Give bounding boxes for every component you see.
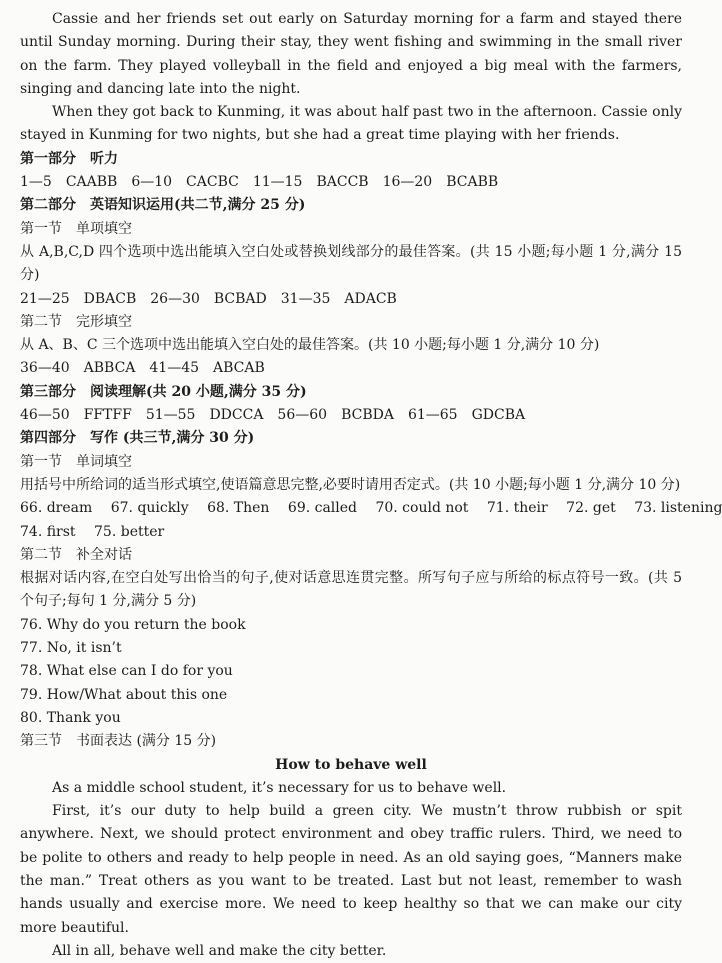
part4-section1-title: 第一节 单词填空	[20, 453, 132, 470]
essay-title: How to behave well	[275, 756, 427, 773]
word-fill-answer: 71. their	[486, 500, 548, 517]
word-fill-answers-line-1	[20, 497, 722, 520]
reading-paragraph-1: Cassie and her friends set out early on Saturday morning for a farm and stayed there until Sunday morning. During their stay, they went fishing and swimming in the small river on the farm. They played volleyball in the field and enjoyed a big meal with the farmers, singing and dancing late into the night.	[20, 11, 682, 97]
part4-section3-title: 第三节 书面表达 (满分 15 分)	[20, 733, 217, 750]
word-fill-answer: 67. quickly	[110, 500, 189, 517]
word-fill-answer: 72. get	[566, 500, 616, 517]
part2-section2-title: 第二节 完形填空	[20, 313, 132, 330]
word-fill-answers-line-2	[20, 521, 682, 544]
part2-section1-instructions: 从 A,B,C,D 四个选项中选出能填入空白处或替换划线部分的最佳答案。(共 15 小题;每小题 1 分,满分 15 分)	[20, 243, 682, 284]
part3-heading: 第三部分 阅读理解(共 20 小题,满分 35 分)	[20, 383, 307, 400]
reading-paragraph-2: When they got back to Kunming, it was about half past two in the afternoon. Cassie only stayed in Kunming for two nights, but she had a great time playing with her friends.	[20, 104, 682, 144]
part2-section2-answers: 36—40 ABBCA 41—45 ABCAB	[20, 360, 265, 377]
dialog-answer: 76. Why do you return the book	[20, 616, 246, 633]
part4-section2-title: 第二节 补全对话	[20, 546, 132, 563]
part2-section1-answers: 21—25 DBACB 26—30 BCBAD 31—35 ADACB	[20, 290, 397, 307]
part2-heading: 第二部分 英语知识运用(共二节,满分 25 分)	[20, 197, 306, 214]
essay-paragraph-2: First, it’s our duty to help build a green city. We mustn’t throw rubbish or spit anywhere. Next, we should protect environment and obey traffic rulers. Third, we need to be polite to others and ready to help people in need. As an old saying goes, “Manners make the man.” Treat others as you want to be treated. Last but not least, remember to wash hands usually and exercise more. We need to keep healthy so that we can make our city more beautiful.	[20, 803, 682, 936]
essay-paragraph-3: All in all, behave well and make the city better.	[52, 942, 387, 959]
word-fill-answer: 73. listening	[634, 500, 722, 517]
essay-paragraph-1: As a middle school student, it’s necessary for us to behave well.	[52, 779, 507, 796]
dialog-answer: 78. What else can I do for you	[20, 663, 233, 680]
word-fill-answer: 68. Then	[207, 500, 270, 517]
word-fill-answer: 66. dream	[20, 500, 93, 517]
word-fill-answer: 70. could not	[375, 500, 469, 517]
part4-section2-instructions: 根据对话内容,在空白处写出恰当的句子,使对话意思连贯完整。所写句子应与所给的标点符号一致。(共 5 个句子;每句 1 分,满分 5 分)	[20, 570, 682, 610]
part4-heading: 第四部分 写作 (共三节,满分 30 分)	[20, 430, 255, 447]
part2-section1-title: 第一节 单项填空	[20, 220, 132, 237]
dialog-answer: 77. No, it isn’t	[20, 640, 122, 657]
part1-answers: 1—5 CAABB 6—10 CACBC 11—15 BACCB 16—20 BCABB	[20, 174, 499, 191]
word-fill-answer: 69. called	[287, 500, 358, 517]
dialog-answer: 79. How/What about this one	[20, 686, 228, 703]
part1-heading: 第一部分 听力	[20, 150, 118, 167]
part3-answers: 46—50 FFTFF 51—55 DDCCA 56—60 BCBDA 61—65 GDCBA	[20, 407, 526, 424]
word-fill-answer: 75. better	[94, 523, 165, 540]
dialog-answer: 80. Thank you	[20, 709, 121, 726]
part4-section1-instructions: 用括号中所给词的适当形式填空,使语篇意思完整,必要时请用否定式。(共 10 小题;每小题 1 分,满分 10 分)	[20, 476, 681, 493]
word-fill-answer: 74. first	[20, 523, 76, 540]
part2-section2-instructions: 从 A、B、C 三个选项中选出能填入空白处的最佳答案。(共 10 小题;每小题 1 分,满分 10 分)	[20, 337, 600, 354]
